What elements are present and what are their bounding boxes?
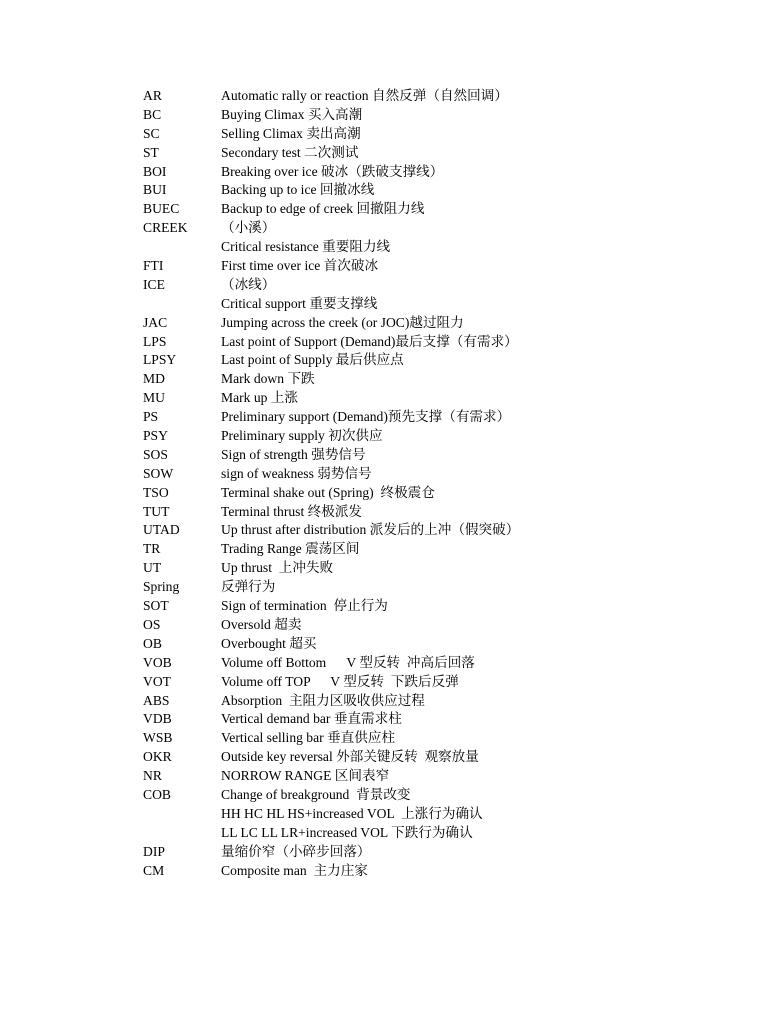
glossary-row [143,824,743,843]
glossary-row [143,635,743,654]
definition: Critical support 重要支撑线 [221,295,378,311]
abbreviation: SOW [143,465,174,481]
definition: Trading Range 震荡区间 [221,541,360,557]
definition: Backup to edge of creek 回撤阻力线 [221,201,425,217]
abbreviation: COB [143,786,171,802]
glossary-row [143,314,743,333]
definition: Vertical selling bar 垂直供应柱 [221,730,396,746]
glossary-row [143,465,743,484]
definition: （小溪） [221,220,276,236]
glossary-row [143,503,743,522]
glossary-row [143,370,743,389]
abbreviation: TSO [143,484,169,500]
abbreviation: TR [143,541,161,557]
definition: Sign of termination 停止行为 [221,598,388,614]
definition: Sign of strength 强势信号 [221,446,366,462]
glossary-row [143,654,743,673]
definition: Oversold 超卖 [221,616,302,632]
glossary-row [143,559,743,578]
abbreviation: CM [143,862,165,878]
abbreviation: VOT [143,673,171,689]
glossary-row [143,616,743,635]
glossary-row [143,238,743,257]
definition: Volume off Bottom V 型反转 冲高后回落 [221,654,475,670]
definition: HH HC HL HS+increased VOL 上涨行为确认 [221,805,483,821]
abbreviation: MD [143,371,165,387]
definition: Backing up to ice 回撤冰线 [221,182,375,198]
abbreviation: OS [143,616,161,632]
abbreviation: OKR [143,749,172,765]
abbreviation: SOT [143,598,169,614]
glossary-row [143,805,743,824]
glossary-row [143,257,743,276]
abbreviation [143,805,221,824]
glossary-row [143,276,743,295]
abbreviation: ABS [143,692,170,708]
glossary-row [143,219,743,238]
definition: Buying Climax 买入高潮 [221,106,363,122]
definition: NORROW RANGE 区间表窄 [221,768,390,784]
abbreviation: LPS [143,333,167,349]
abbreviation [143,824,221,843]
glossary-row [143,333,743,352]
abbreviation: UTAD [143,522,180,538]
abbreviation: PS [143,409,159,425]
abbreviation: BUEC [143,201,180,217]
abbreviation [143,295,221,314]
glossary-row [143,597,743,616]
abbreviation: PSY [143,428,168,444]
abbreviation: BUI [143,182,167,198]
glossary-row [143,87,743,106]
glossary-row [143,767,743,786]
definition: First time over ice 首次破冰 [221,258,379,274]
definition: Composite man 主力庄家 [221,862,368,878]
abbreviation: JAC [143,314,168,330]
definition: Overbought 超买 [221,635,317,651]
definition: Preliminary supply 初次供应 [221,428,383,444]
definition: Vertical demand bar 垂直需求柱 [221,711,402,727]
glossary-row [143,729,743,748]
abbreviation: NR [143,768,162,784]
glossary-row [143,673,743,692]
definition: Last point of Supply 最后供应点 [221,352,404,368]
definition: Last point of Support (Demand)最后支撑（有需求） [221,333,518,349]
definition: Selling Climax 卖出高潮 [221,125,361,141]
abbreviation: TUT [143,503,170,519]
abbreviation: OB [143,635,162,651]
abbreviation: ST [143,144,159,160]
abbreviation: CREEK [143,220,188,236]
glossary-row [143,295,743,314]
definition: 量缩价窄（小碎步回落） [221,843,371,859]
definition: Up thrust 上冲失败 [221,560,334,576]
glossary-row [143,748,743,767]
abbreviation: MU [143,390,165,406]
definition: Automatic rally or reaction 自然反弹（自然回调） [221,88,508,103]
definition: Jumping across the creek (or JOC)越过阻力 [221,314,464,330]
abbreviation: VOB [143,654,172,670]
definition: Terminal shake out (Spring) 终极震仓 [221,484,435,500]
definition: Terminal thrust 终极派发 [221,503,363,519]
glossary-row [143,408,743,427]
abbreviation: DIP [143,843,165,859]
abbreviation: WSB [143,730,173,746]
definition: Mark up 上涨 [221,390,299,406]
glossary-row [143,484,743,503]
definition: Up thrust after distribution 派发后的上冲（假突破） [221,522,520,538]
glossary-row [143,389,743,408]
glossary-row [143,843,743,862]
definition: Breaking over ice 破冰（跌破支撑线） [221,163,444,179]
glossary-row [143,521,743,540]
glossary-row [143,351,743,370]
glossary-row [143,446,743,465]
abbreviation: BOI [143,163,167,179]
definition: Absorption 主阻力区吸收供应过程 [221,692,425,708]
definition: sign of weakness 弱势信号 [221,465,372,481]
definition: Preliminary support (Demand)预先支撑（有需求） [221,409,511,425]
glossary-row [143,427,743,446]
abbreviation: FTI [143,258,164,274]
glossary-row [143,125,743,144]
glossary-list [143,87,743,880]
abbreviation: ICE [143,276,165,292]
definition: Change of breakground 背景改变 [221,786,411,802]
glossary-row [143,106,743,125]
definition: 反弹行为 [221,579,276,595]
glossary-row [143,181,743,200]
definition: Secondary test 二次测试 [221,144,359,160]
glossary-row [143,692,743,711]
definition: Outside key reversal 外部关键反转 观察放量 [221,749,479,765]
abbreviation: UT [143,560,162,576]
glossary-row [143,786,743,805]
abbreviation: LPSY [143,352,177,368]
abbreviation: SC [143,125,160,141]
glossary-row [143,163,743,182]
definition: Critical resistance 重要阻力线 [221,239,391,255]
abbreviation: AR [143,88,162,103]
definition: LL LC LL LR+increased VOL 下跌行为确认 [221,824,473,840]
glossary-row [143,578,743,597]
abbreviation: Spring [143,579,180,595]
glossary-row [143,540,743,559]
glossary-row [143,200,743,219]
abbreviation: BC [143,106,162,122]
glossary-row [143,710,743,729]
abbreviation [143,238,221,257]
abbreviation: VDB [143,711,172,727]
glossary-row [143,144,743,163]
definition: Volume off TOP V 型反转 下跌后反弹 [221,673,459,689]
definition: （冰线） [221,276,276,292]
abbreviation: SOS [143,446,168,462]
glossary-row [143,862,743,881]
definition: Mark down 下跌 [221,371,315,387]
